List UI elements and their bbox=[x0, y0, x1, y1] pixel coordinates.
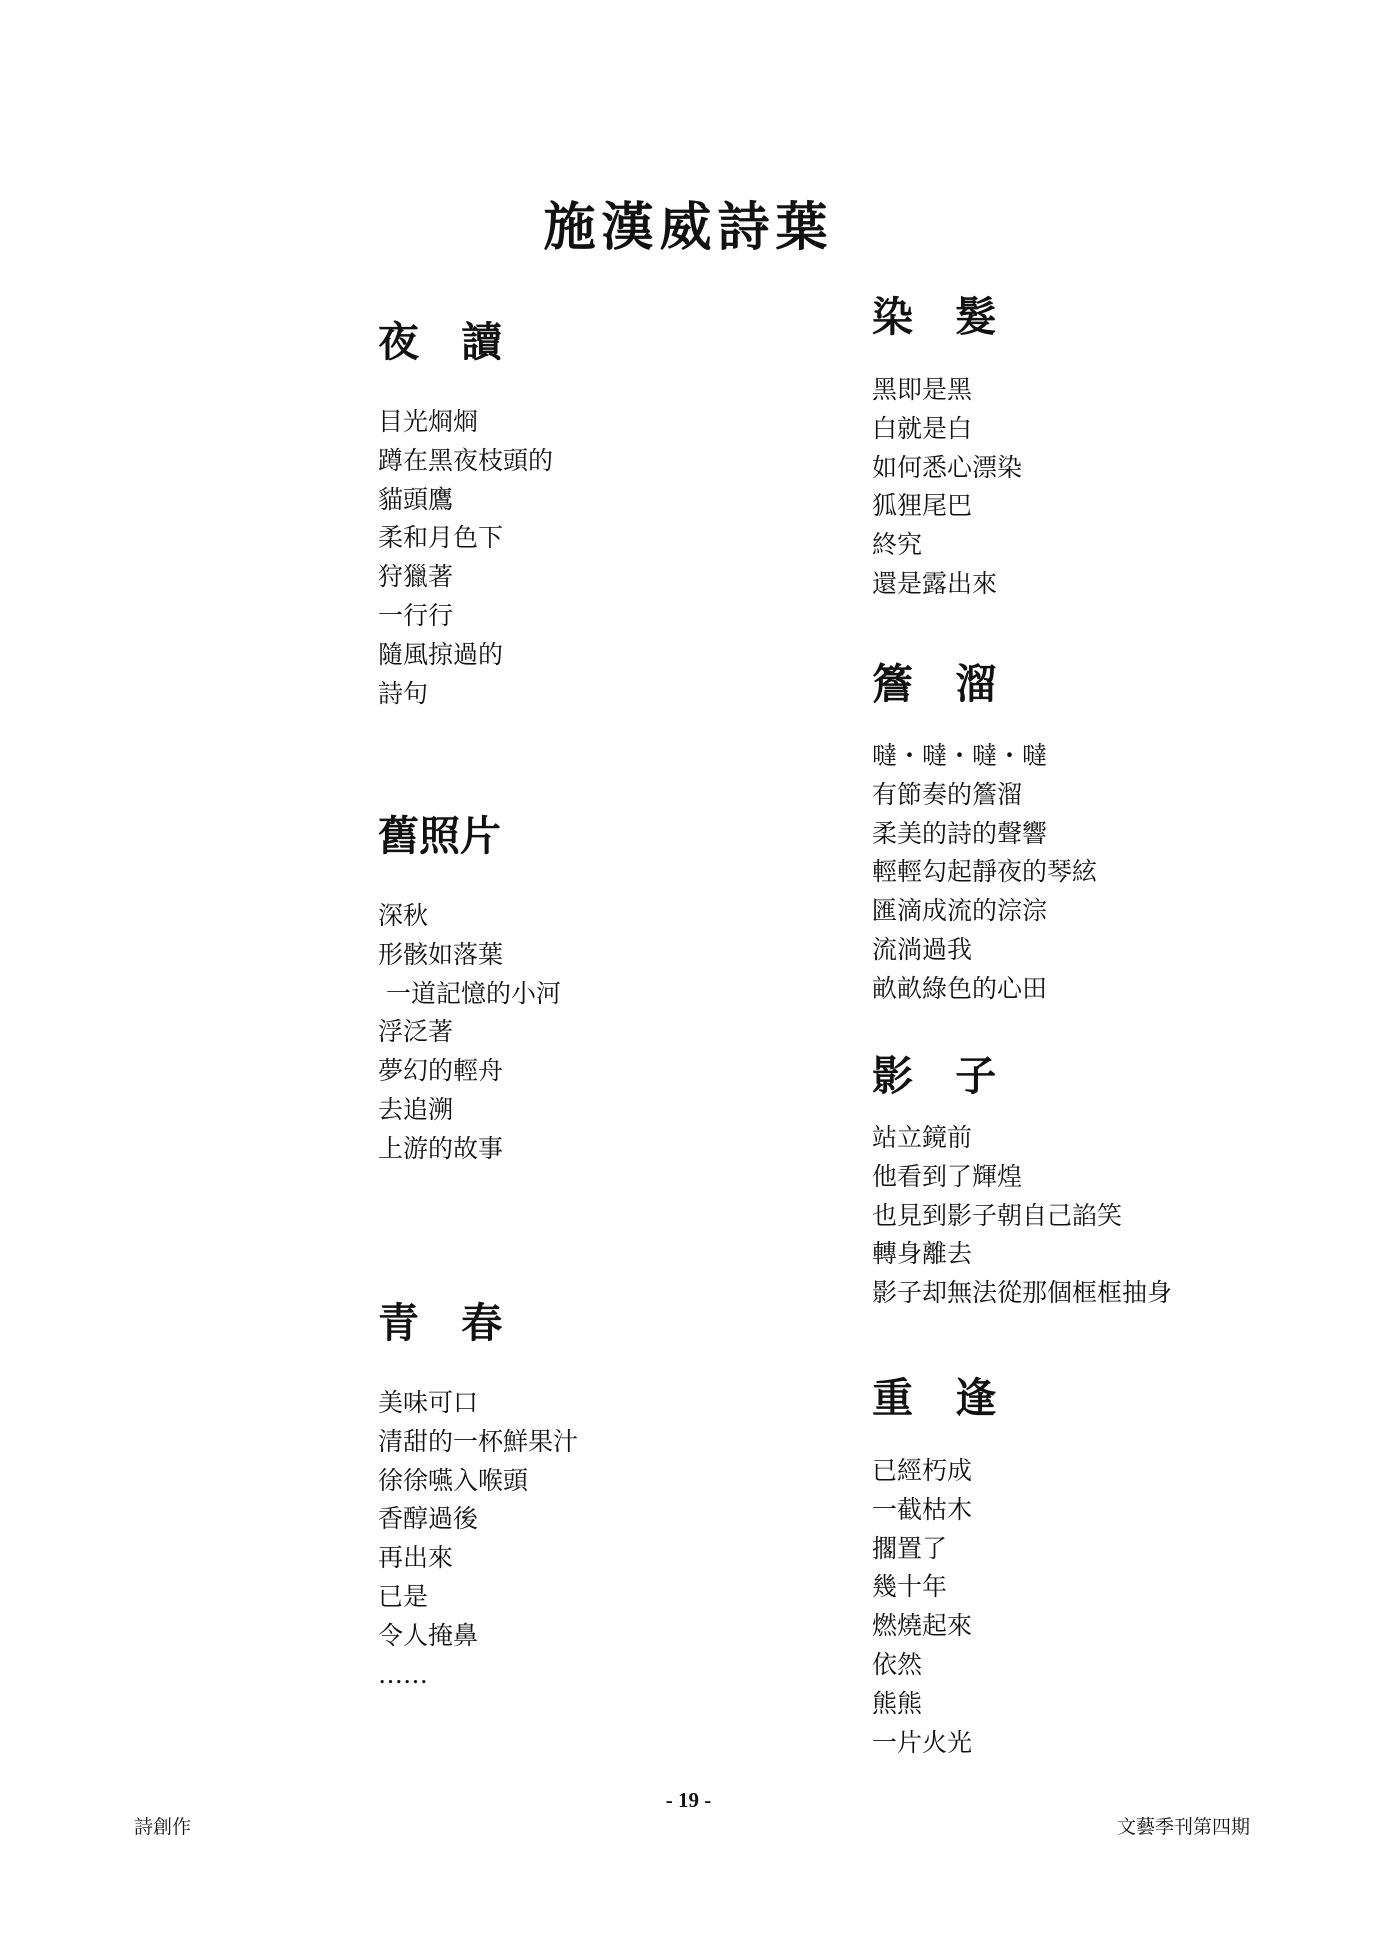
poem-night-reading bbox=[378, 318, 554, 713]
poem-line: 幾十年 bbox=[872, 1572, 948, 1602]
poem-body bbox=[378, 403, 553, 713]
poem-title: 影 子 bbox=[872, 1052, 1011, 1100]
poem-line: 燃燒起來 bbox=[872, 1611, 973, 1641]
poem-title: 舊照片 bbox=[378, 812, 501, 860]
poem-line: 美味可口 bbox=[378, 1388, 479, 1417]
poem-title: 重 逢 bbox=[872, 1374, 1011, 1422]
poem-line: 白就是白 bbox=[872, 413, 973, 443]
poem-line: 令人掩鼻 bbox=[378, 1620, 479, 1650]
poem-line: 他看到了輝煌 bbox=[872, 1161, 1023, 1191]
poem-line: 已是 bbox=[378, 1581, 429, 1611]
poem-line: 流淌過我 bbox=[872, 934, 973, 964]
poem-line: 畝畝綠色的心田 bbox=[872, 973, 1048, 1003]
poem-line: 終究 bbox=[872, 530, 923, 560]
poem-line: 如何悉心漂染 bbox=[872, 452, 1023, 482]
poem-line: 影子却無法從那個框框抽身 bbox=[872, 1278, 1173, 1308]
poem-body bbox=[872, 1452, 1010, 1762]
poem-line: 一行行 bbox=[378, 600, 454, 630]
poem-line: 柔美的詩的聲響 bbox=[872, 818, 1048, 848]
poem-line: 柔和月色下 bbox=[378, 523, 504, 553]
poem-line: 已經朽成 bbox=[872, 1456, 973, 1485]
poem-line: 浮泛著 bbox=[378, 1017, 454, 1047]
poem-body bbox=[872, 1119, 1172, 1313]
poem-title: 簷 溜 bbox=[872, 660, 1011, 708]
poem-line: 香醇過後 bbox=[378, 1504, 479, 1534]
poem-shadow bbox=[872, 1052, 1173, 1313]
poem-line: 輕輕勾起靜夜的琴絃 bbox=[872, 857, 1098, 887]
poem-title: 青 春 bbox=[378, 1299, 517, 1347]
poem-line: 清甜的一杯鮮果汁 bbox=[378, 1426, 579, 1456]
poem-line: 狩獵著 bbox=[378, 562, 454, 592]
poem-reunion bbox=[872, 1374, 1011, 1762]
page-title: 施漢威詩葉 bbox=[543, 197, 834, 258]
poem-body bbox=[872, 737, 1097, 1009]
poem-line: 上游的故事 bbox=[378, 1133, 504, 1163]
poem-line: 也見到影子朝自己諂笑 bbox=[872, 1200, 1123, 1230]
poem-line: 去追溯 bbox=[378, 1094, 454, 1124]
poem-line: 黑即是黑 bbox=[872, 375, 973, 404]
poem-line: 有節奏的簷溜 bbox=[872, 779, 1023, 809]
poem-line: 貓頭鷹 bbox=[378, 484, 454, 514]
poem-line: 轉身離去 bbox=[872, 1239, 973, 1269]
poem-line: 一道記憶的小河 bbox=[378, 978, 561, 1008]
page-number: - 19 - bbox=[665, 1788, 712, 1812]
poem-hair-dye bbox=[872, 293, 1023, 604]
poem-line: 再出來 bbox=[378, 1543, 454, 1573]
poem-line: 噠・噠・噠・噠 bbox=[872, 741, 1048, 770]
poem-line: 詩句 bbox=[378, 678, 429, 708]
poem-line: 熊熊 bbox=[872, 1688, 923, 1718]
poem-line: 一截枯木 bbox=[872, 1494, 973, 1524]
poem-title: 染 髮 bbox=[872, 293, 1011, 341]
poem-line: 徐徐嚥入喉頭 bbox=[378, 1465, 529, 1495]
poem-line: 依然 bbox=[872, 1649, 923, 1679]
poem-line: 一片火光 bbox=[872, 1727, 973, 1757]
poem-line: 還是露出來 bbox=[872, 568, 998, 598]
poem-line: 夢幻的輕舟 bbox=[378, 1056, 504, 1086]
poem-line: …… bbox=[378, 1659, 428, 1689]
poem-body bbox=[378, 897, 561, 1169]
poem-eaves-drip bbox=[872, 660, 1098, 1009]
poem-line: 站立鏡前 bbox=[872, 1123, 973, 1152]
poem-title: 夜 讀 bbox=[378, 318, 517, 366]
poem-line: 擱置了 bbox=[872, 1533, 948, 1563]
poem-old-photo bbox=[378, 812, 561, 1169]
footer-section-label: 詩創作 bbox=[134, 1816, 192, 1838]
poem-youth bbox=[378, 1299, 579, 1694]
poem-line: 深秋 bbox=[378, 901, 429, 930]
poem-line: 形骸如落葉 bbox=[378, 939, 504, 969]
poem-line: 隨風掠過的 bbox=[378, 639, 504, 669]
poem-body bbox=[378, 1384, 578, 1694]
poem-body bbox=[872, 371, 1022, 604]
poem-line: 匯滴成流的淙淙 bbox=[872, 896, 1048, 926]
poem-line: 目光烱烱 bbox=[378, 407, 479, 436]
footer-publication: 文藝季刊第四期 bbox=[1116, 1816, 1250, 1838]
poem-line: 狐狸尾巴 bbox=[872, 491, 973, 521]
poem-line: 蹲在黑夜枝頭的 bbox=[378, 445, 554, 475]
